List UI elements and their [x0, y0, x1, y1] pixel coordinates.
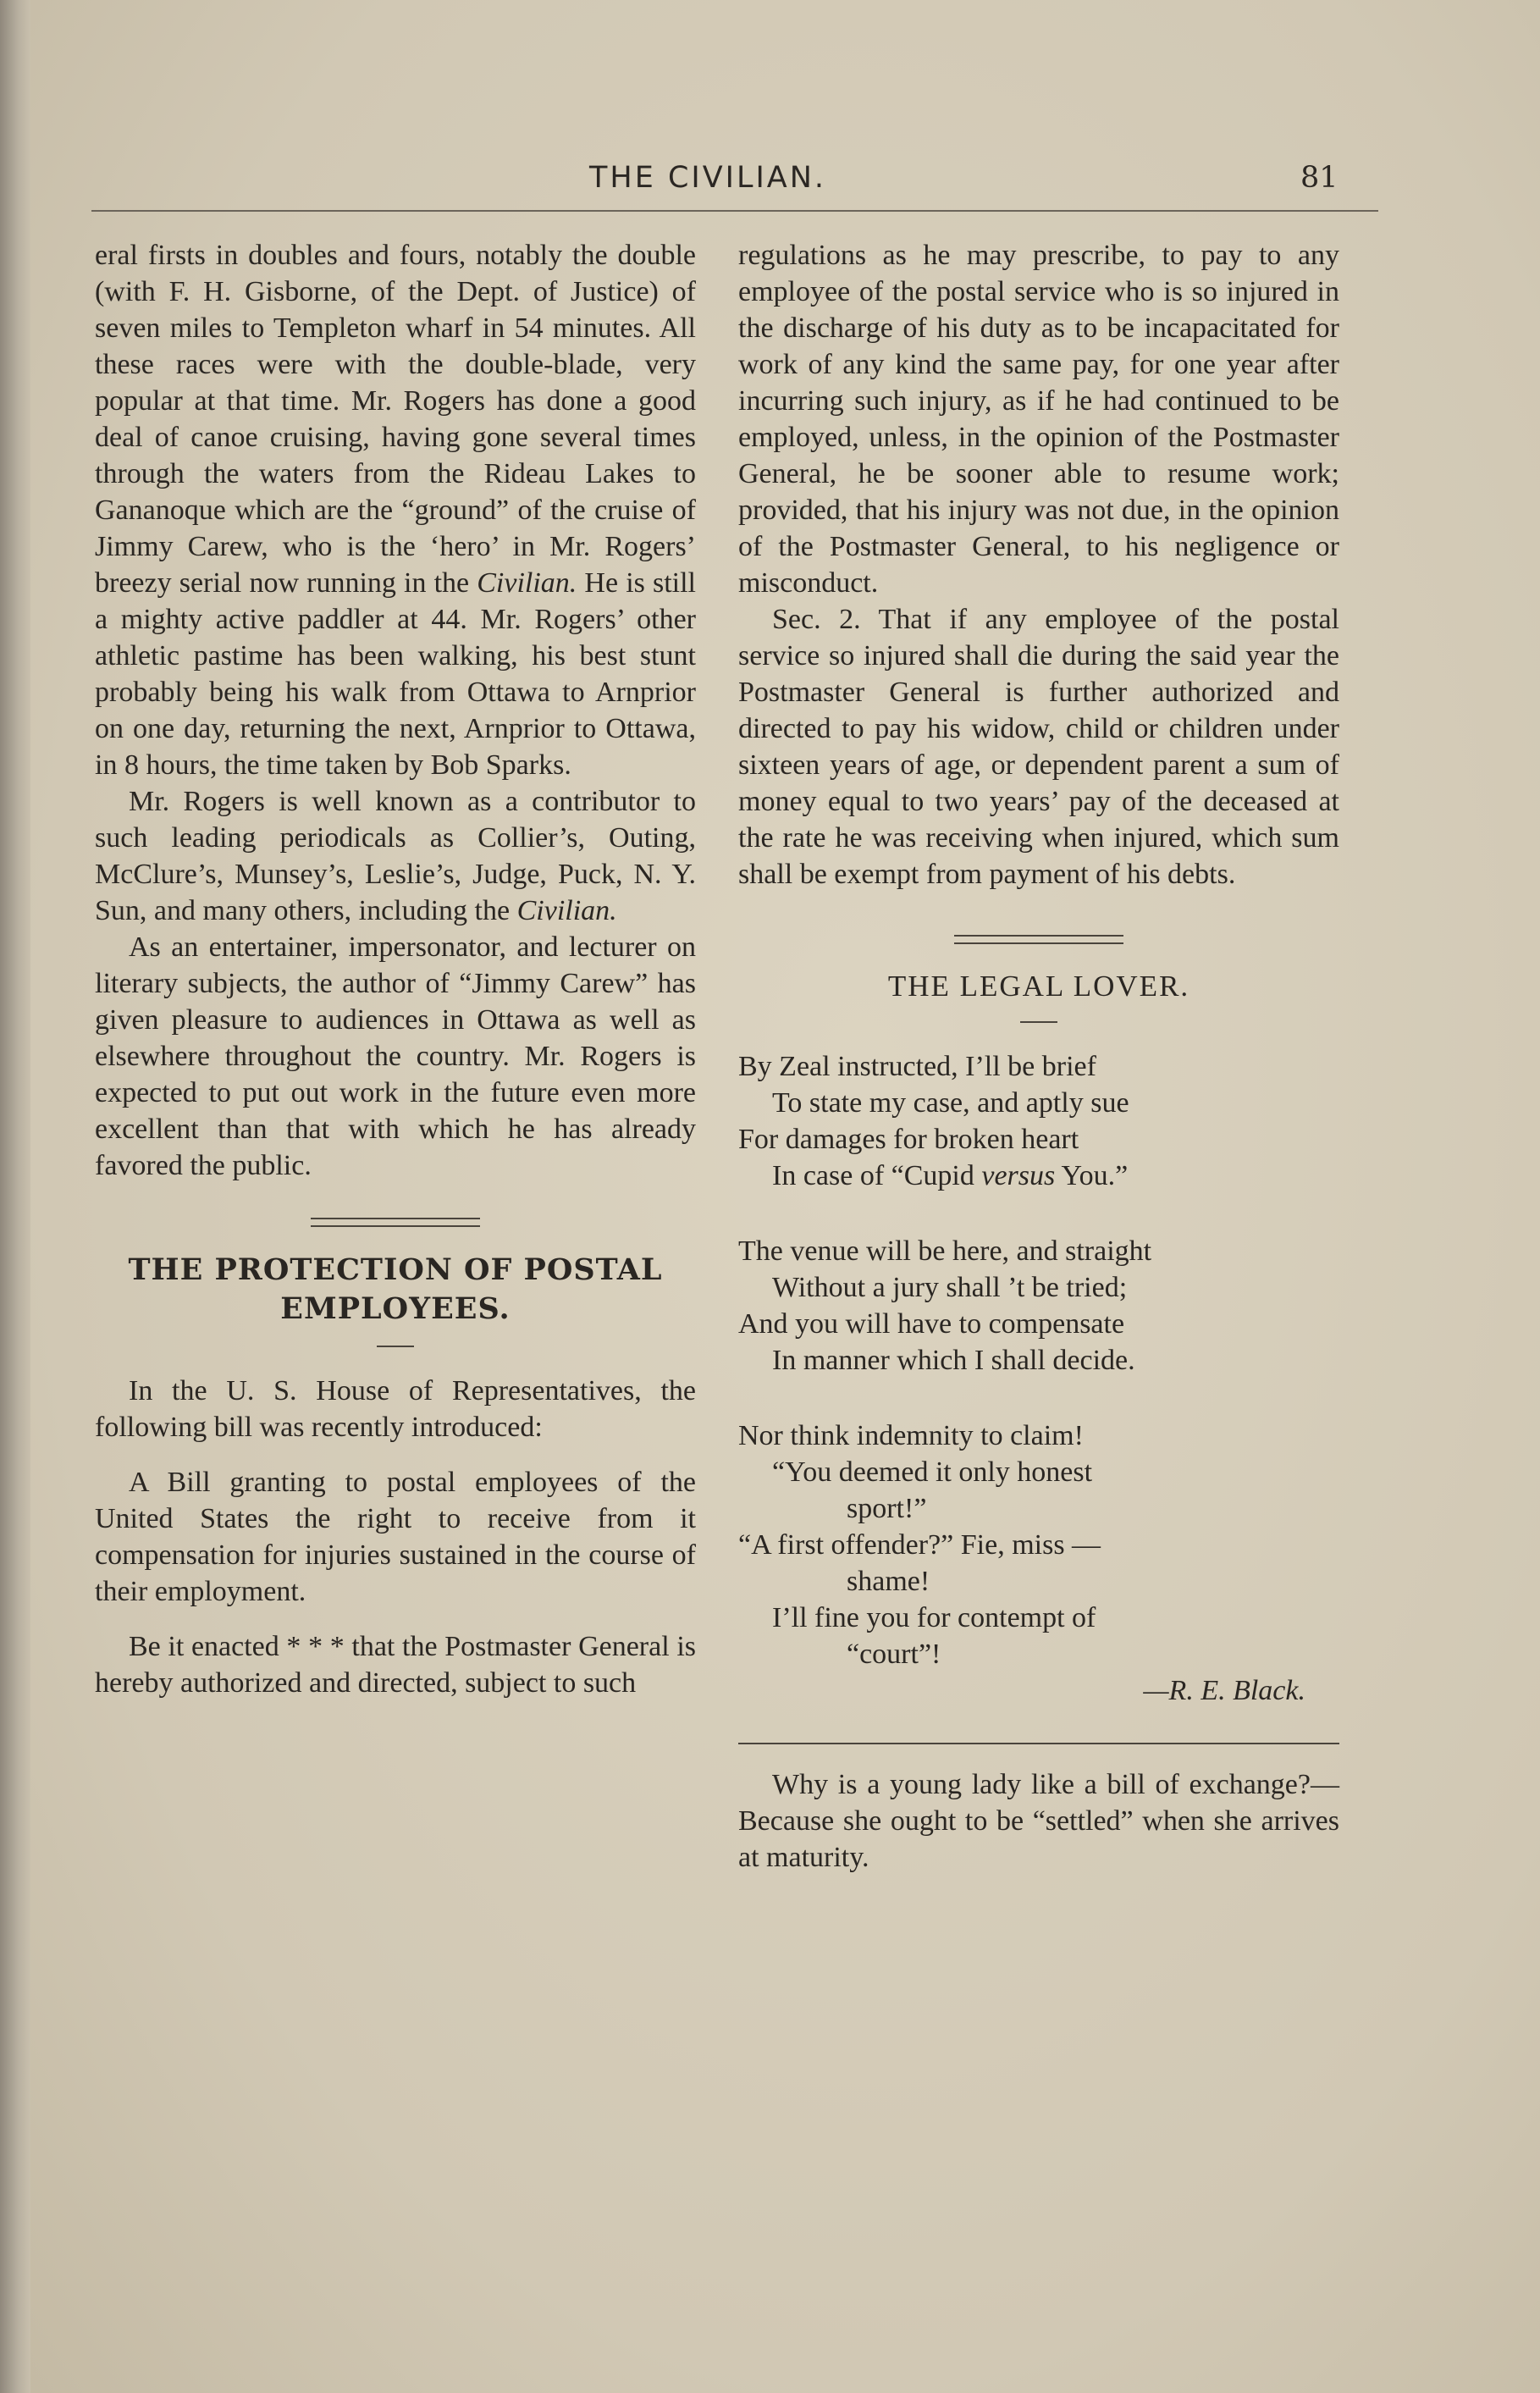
poem-line: In manner which I shall decide. — [772, 1345, 1135, 1376]
running-title: THE CIVILIAN. — [589, 161, 827, 195]
italic-title: Civilian. — [516, 895, 617, 926]
page-number: 81 — [1300, 161, 1339, 195]
page-binding-shadow — [0, 0, 30, 2393]
article-paragraph: Be it enacted * * * that the Postmaster General is hereby authorized and directed, subject to such — [95, 1631, 696, 1699]
poem-line: The venue will be here, and straight — [738, 1235, 1152, 1267]
italic-title: Civilian. — [477, 567, 577, 599]
poem-line: Without a jury shall ’t be tried; — [772, 1272, 1128, 1303]
poem-title: THE LEGAL LOVER. — [887, 970, 1190, 1003]
poem-line — [738, 1158, 1339, 1194]
paragraph-gap — [95, 1445, 696, 1464]
poem-text: You.” — [1055, 1160, 1129, 1191]
poem-line: By Zeal instructed, I’ll be brief — [738, 1051, 1096, 1082]
page-header — [30, 161, 1540, 212]
right-column — [738, 237, 1339, 1876]
article-paragraph — [95, 237, 696, 783]
article-paragraph: As an entertainer, impersonator, and lecturer on literary subjects, the author of “Jimmy Carew” has given pleasure to audiences in Ottawa as well as elsewhere throughout the country. Mr. Rogers is expected to put out work in the future even more excellent than that with which he has already favored the public. — [95, 931, 696, 1181]
poem-line: For damages for broken heart — [738, 1124, 1079, 1155]
poem-line: And you will have to compensate — [738, 1308, 1125, 1340]
poem-line: “court”! — [847, 1639, 941, 1670]
section-rule — [738, 1743, 1339, 1744]
article-paragraph: In the U. S. House of Representatives, the following bill was recently introduced: — [95, 1375, 696, 1443]
paragraph-gap — [95, 1610, 696, 1628]
article-paragraph — [95, 783, 696, 929]
section-heading: THE PROTECTION OF POSTAL — [128, 1252, 663, 1287]
section-divider — [311, 1218, 480, 1227]
article-paragraph: Sec. 2. That if any employee of the postal service so injured shall die during the said year the Postmaster General is further authorized and directed to pay his widow, child or children under sixteen years of age, or dependent parent a sum of money equal to two years’ pay of the deceased at the rate he was receiving when injured, which sum shall be exempt from payment of his debts. — [738, 604, 1339, 890]
riddle-paragraph: Why is a young lady like a bill of exchange?—Because she ought to be “settled” when she arrives at maturity. — [738, 1769, 1339, 1873]
poem-line: To state my case, and aptly sue — [772, 1087, 1129, 1119]
paragraph-text: eral firsts in doubles and fours, notably the double (with F. H. Gisborne, of the Dept. of Justice) of seven miles to Templeton wharf in 54 minutes. All these races were with the double-blade, very popular at that time. Mr. Rogers has done a good deal of canoe cruising, having gone several times through the waters from the Rideau Lakes to Gananoque which are the “ground” of the cruise of Jimmy Carew, who is the ‘hero’ in Mr. Rogers’ breezy serial now running in the — [95, 240, 696, 599]
stanza-gap — [738, 1379, 1339, 1418]
header-rule — [91, 210, 1378, 212]
article-paragraph: A Bill granting to postal employees of the United States the right to receive from it compensation for injuries sustained in the course of their employment. — [95, 1467, 696, 1607]
magazine-page — [30, 0, 1540, 2393]
article-paragraph: regulations as he may prescribe, to pay to any employee of the postal service who is so injured in the discharge of his duty as to be incapacitated for work of any kind the same pay, for one year after incurring such injury, as if he had continued to be employed, unless, in the opinion of the Postmaster General, he be sooner able to resume work; provided, that his injury was not due, in the opinion of the Postmaster General, to his negligence or misconduct. — [738, 240, 1339, 599]
left-column — [95, 237, 696, 1701]
poem-author: —R. E. Black. — [1143, 1675, 1305, 1706]
poem-text: In case of “Cupid — [772, 1160, 982, 1191]
heading-dash — [377, 1346, 414, 1347]
poem-line: I’ll fine you for contempt of — [772, 1602, 1096, 1633]
heading-dash — [1020, 1021, 1057, 1023]
poem-italic: versus — [981, 1160, 1056, 1191]
poem-line: Nor think indemnity to claim! — [738, 1420, 1084, 1451]
section-divider — [954, 935, 1123, 944]
poem-line: sport!” — [847, 1493, 927, 1524]
poem-line: “You deemed it only honest — [772, 1456, 1093, 1488]
poem-line: shame! — [847, 1566, 930, 1597]
paragraph-text: Mr. Rogers is well known as a contributor to such leading periodicals as Collier’s, Outing, McClure’s, Munsey’s, Leslie’s, Judge, Puck, N. Y. Sun, and many others, including the — [95, 786, 696, 926]
poem — [738, 1048, 1339, 1672]
poem-line: “A first offender?” Fie, miss — — [738, 1529, 1101, 1561]
section-heading-line2: EMPLOYEES. — [280, 1291, 511, 1326]
stanza-gap — [738, 1194, 1339, 1233]
paragraph-text: He is still a mighty active paddler at 44. Mr. Rogers’ other athletic pastime has been walking, his best stunt probably being his walk from Ottawa to Arnprior on one day, returning the next, Arnprior to Ottawa, in 8 hours, the time taken by Bob Sparks. — [95, 567, 697, 781]
